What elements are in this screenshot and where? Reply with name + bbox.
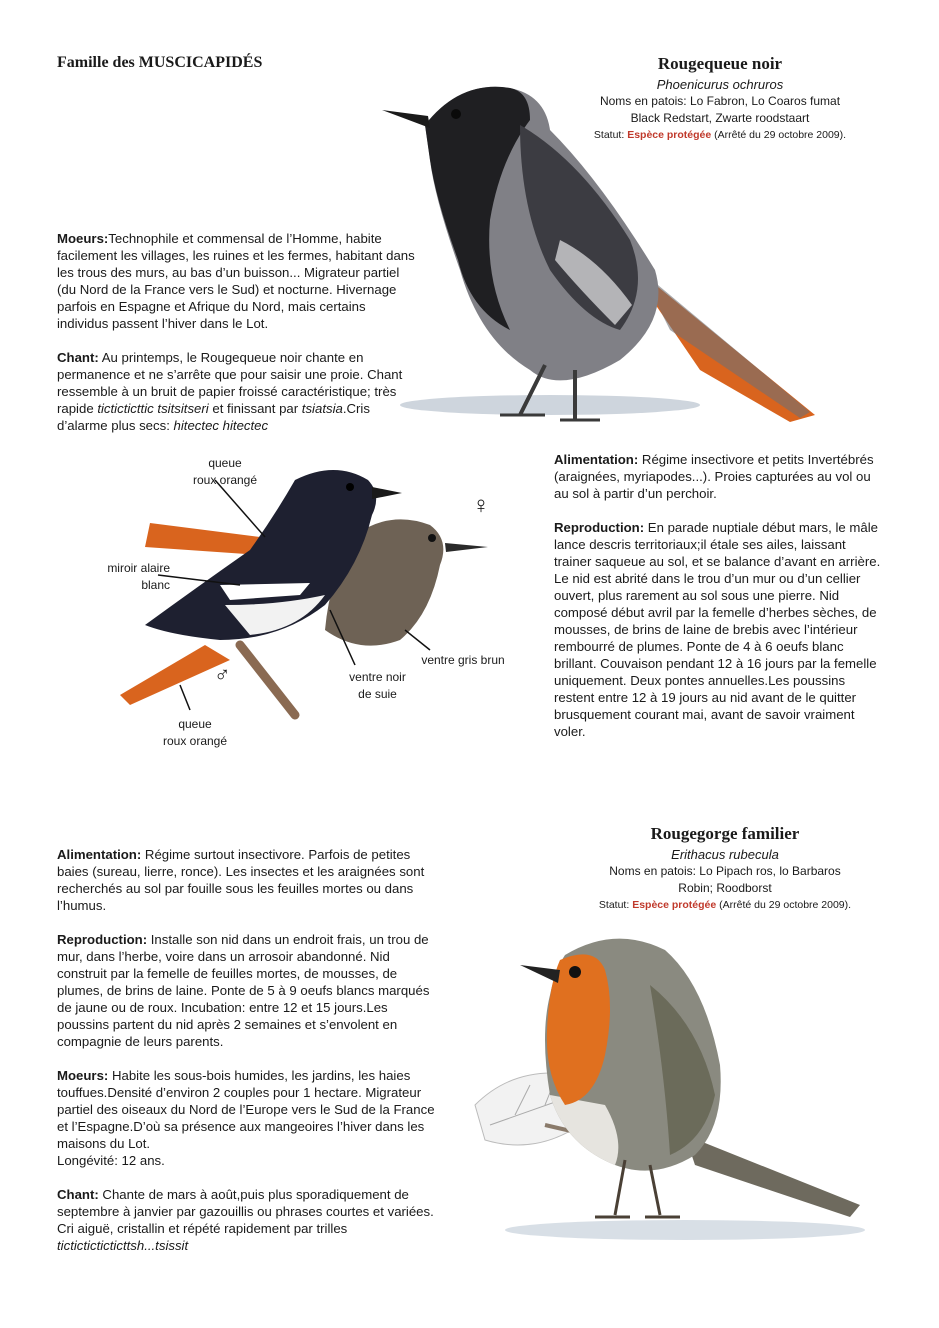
male-symbol: ♂: [214, 662, 231, 687]
latin-name: Phoenicurus ochruros: [656, 77, 784, 92]
chant-paragraph: Chant: Chante de mars à août,puis plus sporadiquement de septembre à janvier par gazouillis ou phrases courtes et variées. Cri aiguë, cristallin et répété rapidement par trilles ticticticticticttsh...tsissit: [57, 1187, 434, 1253]
patois-names: Noms en patois: Lo Pipach ros, lo Barbaros: [609, 864, 841, 878]
species-name: Rougegorge familier: [650, 824, 800, 843]
female-symbol: ♀: [472, 492, 490, 519]
patois-names: Noms en patois: Lo Fabron, Lo Coaros fumat: [599, 94, 841, 108]
status-line: Statut: Espèce protégée (Arrêté du 29 octobre 2009).: [598, 899, 852, 911]
robin-text: [57, 846, 439, 1271]
status-protected: Espèce protégée: [632, 899, 717, 911]
redstart-illustration: [370, 70, 820, 450]
moeurs-paragraph: Moeurs: Habite les sous-bois humides, les jardins, les haies touffues.Densité d’environ 2 couples pour 1 hectare. Migrateur partiel des oiseaux du Nord de l’Europe vers le Sud de la France et l’Espagne.D’où sa présence aux mangeoires l’hiver dans les maisons du Lot. Longévité: 12 ans.: [57, 1068, 435, 1168]
label-miroir: miroir alaire blanc: [107, 561, 170, 592]
redstart-moeurs-chant: [57, 230, 417, 451]
redstart-alim-repro: [554, 451, 884, 757]
status-protected: Espèce protégée: [627, 129, 712, 141]
family-title: Famille des MUSCICAPIDÉS: [57, 54, 263, 71]
latin-name: Erithacus rubecula: [671, 847, 779, 862]
chant-paragraph: Chant: Au printemps, le Rougequeue noir chante en permanence et ne s’arrête que pour saisir une proie. Chant ressemble à un bruit de papier froissé caractéristique; très rapide ticticticttic tsitsitseri et finissant par tsiatsia.Cris d’alarme plus secs: hitectec hitectec: [57, 350, 403, 433]
label-ventre-noir: ventre noir de suie: [349, 670, 406, 701]
reproduction-paragraph: Reproduction: En parade nuptiale début mars, le mâle lance descris territoriaux;il étale ses ailes, laissant trainer saqueue au sol, et se balance d’avant en arrière. Le nid est abrité dans le trou d’un mur ou d’un cellier ouvert, plus rarement au sol sous une pierre. Nid composé début avril par la femelle d’herbes sèches, de mousses, de brins de laine de brebis avec l’intérieur rembourré de plumes. Ponte de 4 à 6 oeufs blanc brillant. Couvaison pendant 12 à 16 jours par la femelle uniquement. Deux pontes annuelles.Les poussins restent entre 12 à 19 jours au nid avant de le quitter brusquement courant mai, avant de savoir vraiment voler.: [554, 520, 881, 739]
reproduction-paragraph: Reproduction: Installe son nid dans un endroit frais, un trou de mur, dans l’herbe, voire dans un arrosoir abandonné. Nid construit par la femelle de feuilles mortes, de mousses, de plumes, de brins de laine. Ponte de 5 à 9 oeufs blancs marqués de jaune ou de roux. Incubation: entre 12 et 15 jours.Les poussins partent du nid après 2 semaines et s’envolent en compagnie de leurs parents.: [57, 932, 430, 1049]
redstart-pair-diagram: [110, 455, 510, 745]
other-names: Black Redstart, Zwarte roodstaart: [630, 111, 810, 125]
robin-header: [565, 822, 885, 914]
status-line: Statut: Espèce protégée (Arrêté du 29 octobre 2009).: [593, 129, 847, 141]
other-names: Robin; Roodborst: [678, 881, 772, 895]
label-ventre-gris: ventre gris brun: [421, 653, 505, 667]
label-queue-bottom: queue roux orangé: [162, 717, 228, 748]
alimentation-paragraph: Alimentation: Régime surtout insectivore. Parfois de petites baies (sureau, lierre, ronce). Les insectes et les araignées sont recherchés au sol par fouille sous les feuilles mortes ou dans l’humus.: [57, 847, 425, 913]
species-name: Rougequeue noir: [657, 54, 783, 73]
moeurs-paragraph: Moeurs:Technophile et commensal de l’Homme, habite facilement les villages, les ruines et les fermes, habitant dans les trous des murs, au bas d’un buisson... Migrateur partiel (du Nord de la France vers le Sud) et nocturne. Hivernage parfois en Espagne et Afrique du Nord, mais certains individus passent l’hiver dans le Lot.: [57, 231, 415, 331]
label-queue-top: queue roux orangé: [192, 456, 258, 487]
longevite: Longévité: 12 ans.: [57, 1153, 165, 1168]
robin-illustration: [455, 925, 875, 1260]
alimentation-paragraph: Alimentation: Régime insectivore et petits Invertébrés (araignées, myriapodes...). Proies capturées au vol ou au sol à partir d’un perchoir.: [554, 452, 874, 501]
